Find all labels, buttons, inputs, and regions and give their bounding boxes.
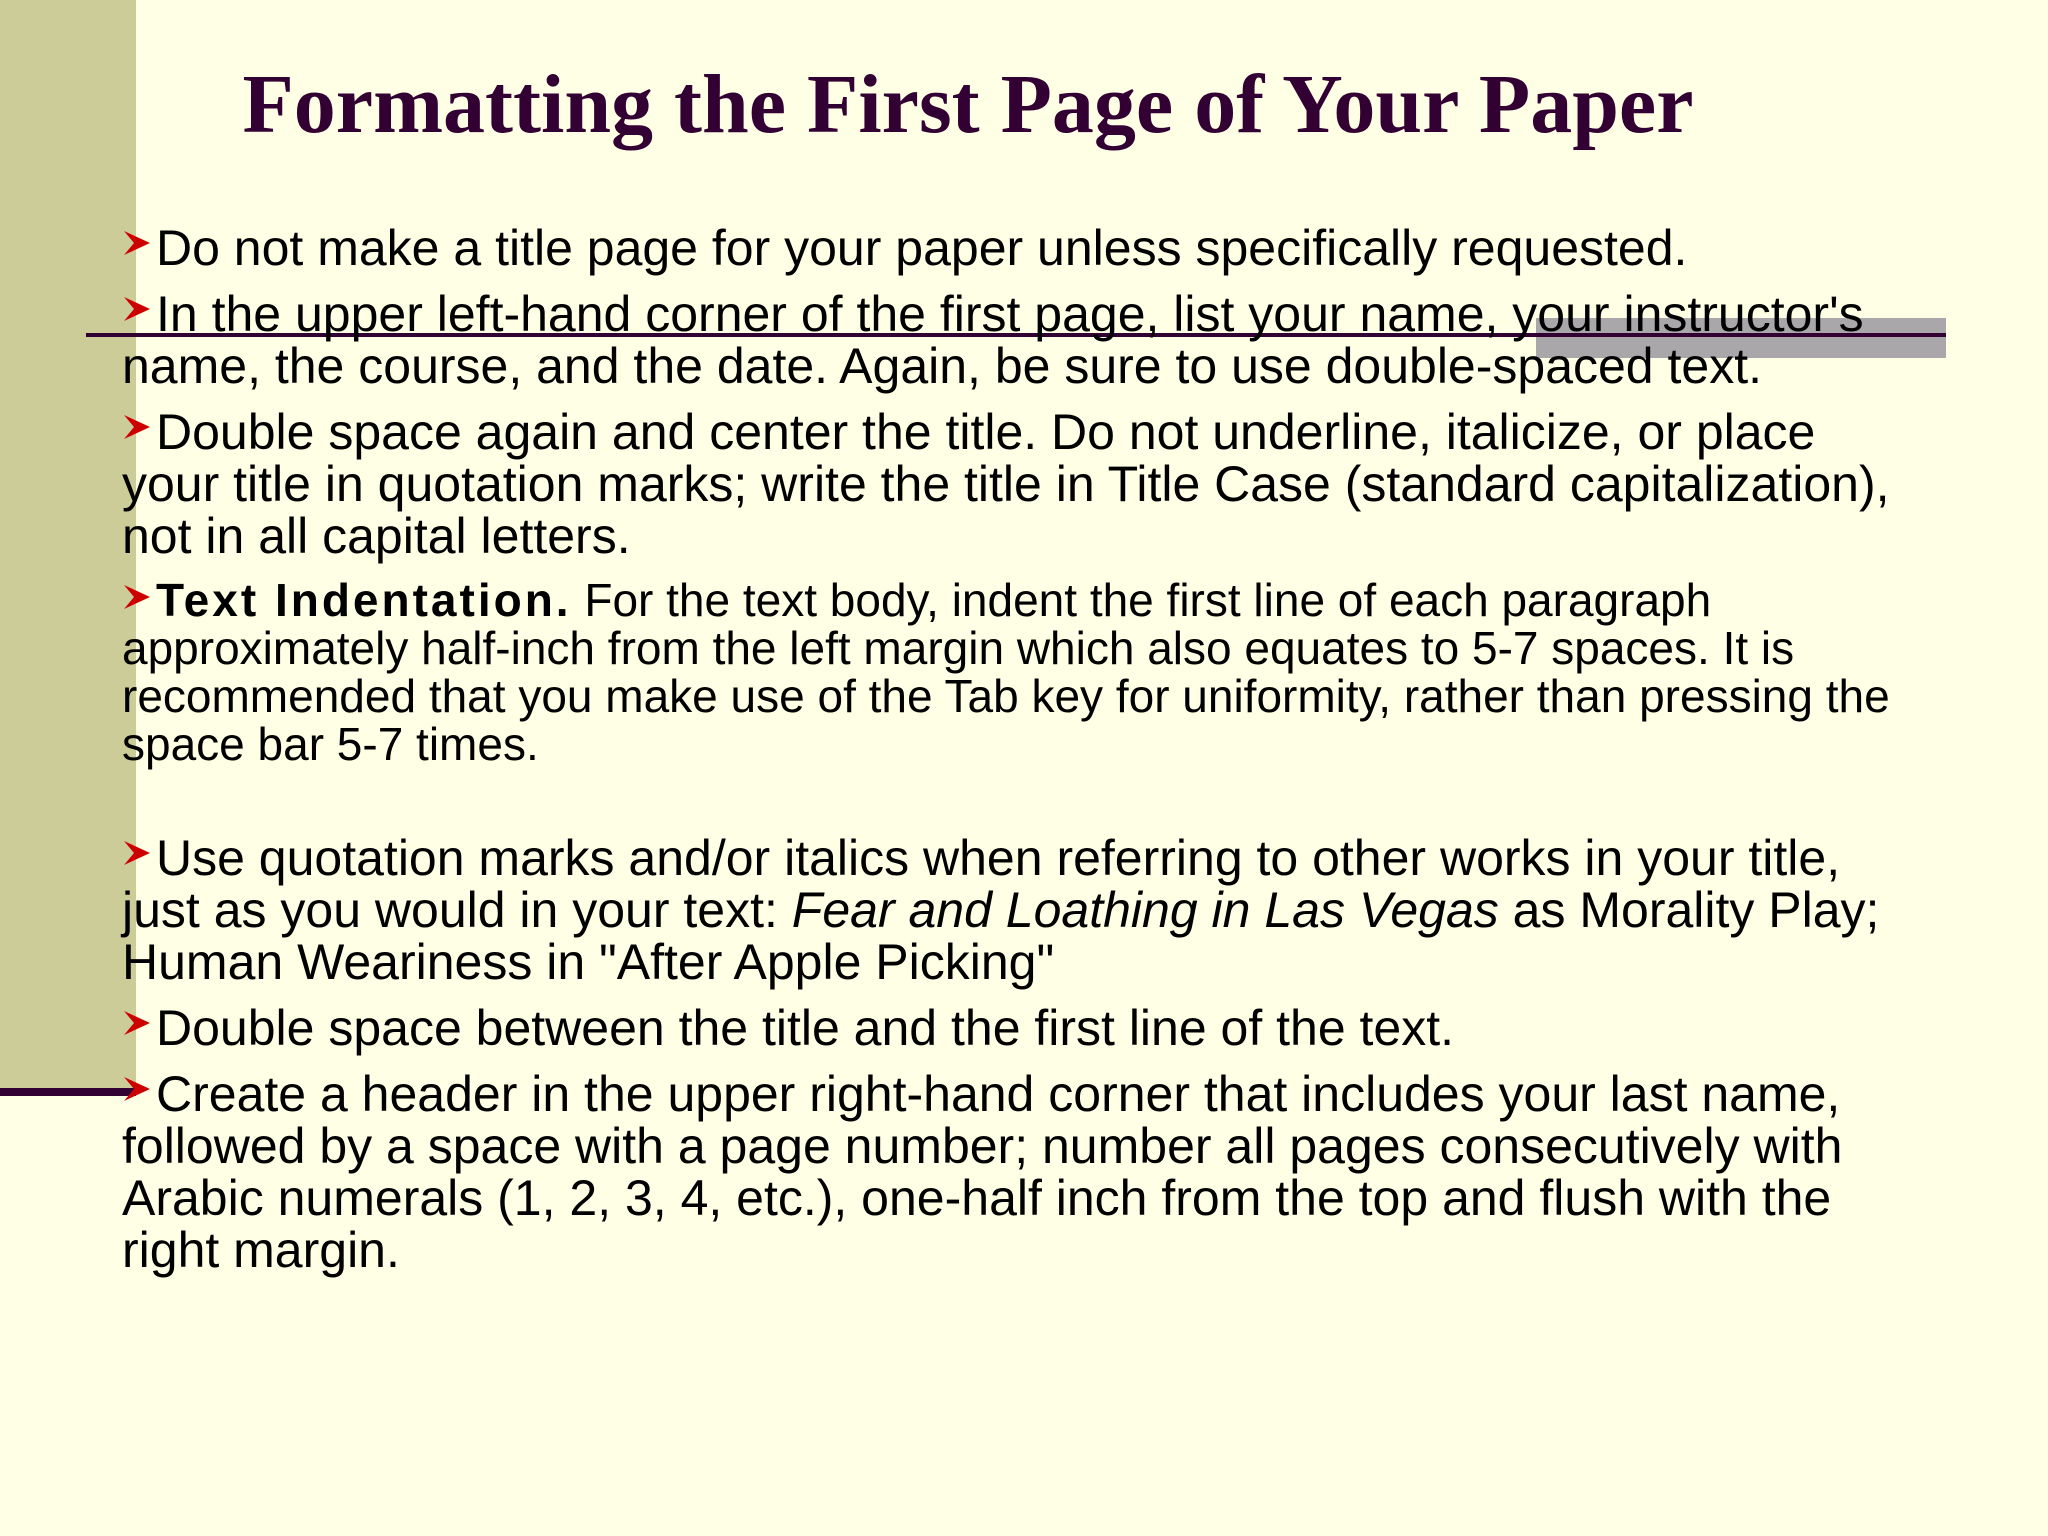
bullet-item: [122, 832, 1902, 988]
bullet-item: [122, 406, 1902, 562]
bullet-item: [122, 1068, 1902, 1276]
bullet-item: [122, 222, 1902, 274]
bullet-list: [122, 222, 1902, 1290]
red-arrowhead-icon: [122, 582, 152, 612]
slide-title: Formatting the First Page of Your Paper: [242, 58, 1694, 151]
red-arrowhead-icon: [122, 412, 152, 442]
bullet-lead-heading: Text Indentation.: [156, 574, 572, 626]
red-arrowhead-icon: [122, 838, 152, 868]
red-arrowhead-icon: [122, 1074, 152, 1104]
bullet-text: Double space again and center the title. Do not underline, italicize, or place your title in quotation marks; write the title in Title Case (standard capitalization), not in all capital letters.: [122, 404, 1890, 564]
red-arrowhead-icon: [122, 294, 152, 324]
bullet-italic-title: Fear and Loathing in Las Vegas: [791, 882, 1499, 938]
bullet-text: In the upper left-hand corner of the first page, list your name, your instructor's name, the course, and the date. Again, be sure to use double-spaced text.: [122, 286, 1864, 394]
bullet-text: Use quotation marks and/or italics when referring to other works in your title, just as you would in your text:: [122, 830, 1841, 938]
bullet-text: Do not make a title page for your paper unless specifically requested.: [156, 220, 1688, 276]
bullet-item: [122, 576, 1902, 768]
bullet-item: [122, 1002, 1902, 1054]
bullet-text: Double space between the title and the first line of the text.: [156, 1000, 1455, 1056]
bullet-item: [122, 288, 1902, 392]
bullet-text: Create a header in the upper right-hand corner that includes your last name, followed by a space with a page number; number all pages consecutively with Arabic numerals (1, 2, 3, 4, etc.), one-half inch from the top and flush with the right margin.: [122, 1066, 1843, 1278]
sidebar-divider-rule: [0, 1088, 136, 1096]
sidebar-accent-bar: [0, 0, 136, 1092]
red-arrowhead-icon: [122, 1008, 152, 1038]
bullet-text: For the text body, indent the first line of each paragraph approximately half-inch from the left margin which also equates to 5-7 spaces. It is recommended that you make use of the Tab key for uniformity, rather than pressing the space bar 5-7 times.: [122, 574, 1890, 770]
red-arrowhead-icon: [122, 228, 152, 258]
bullet-text: as Morality Play; Human Weariness in "After Apple Picking": [122, 882, 1880, 990]
